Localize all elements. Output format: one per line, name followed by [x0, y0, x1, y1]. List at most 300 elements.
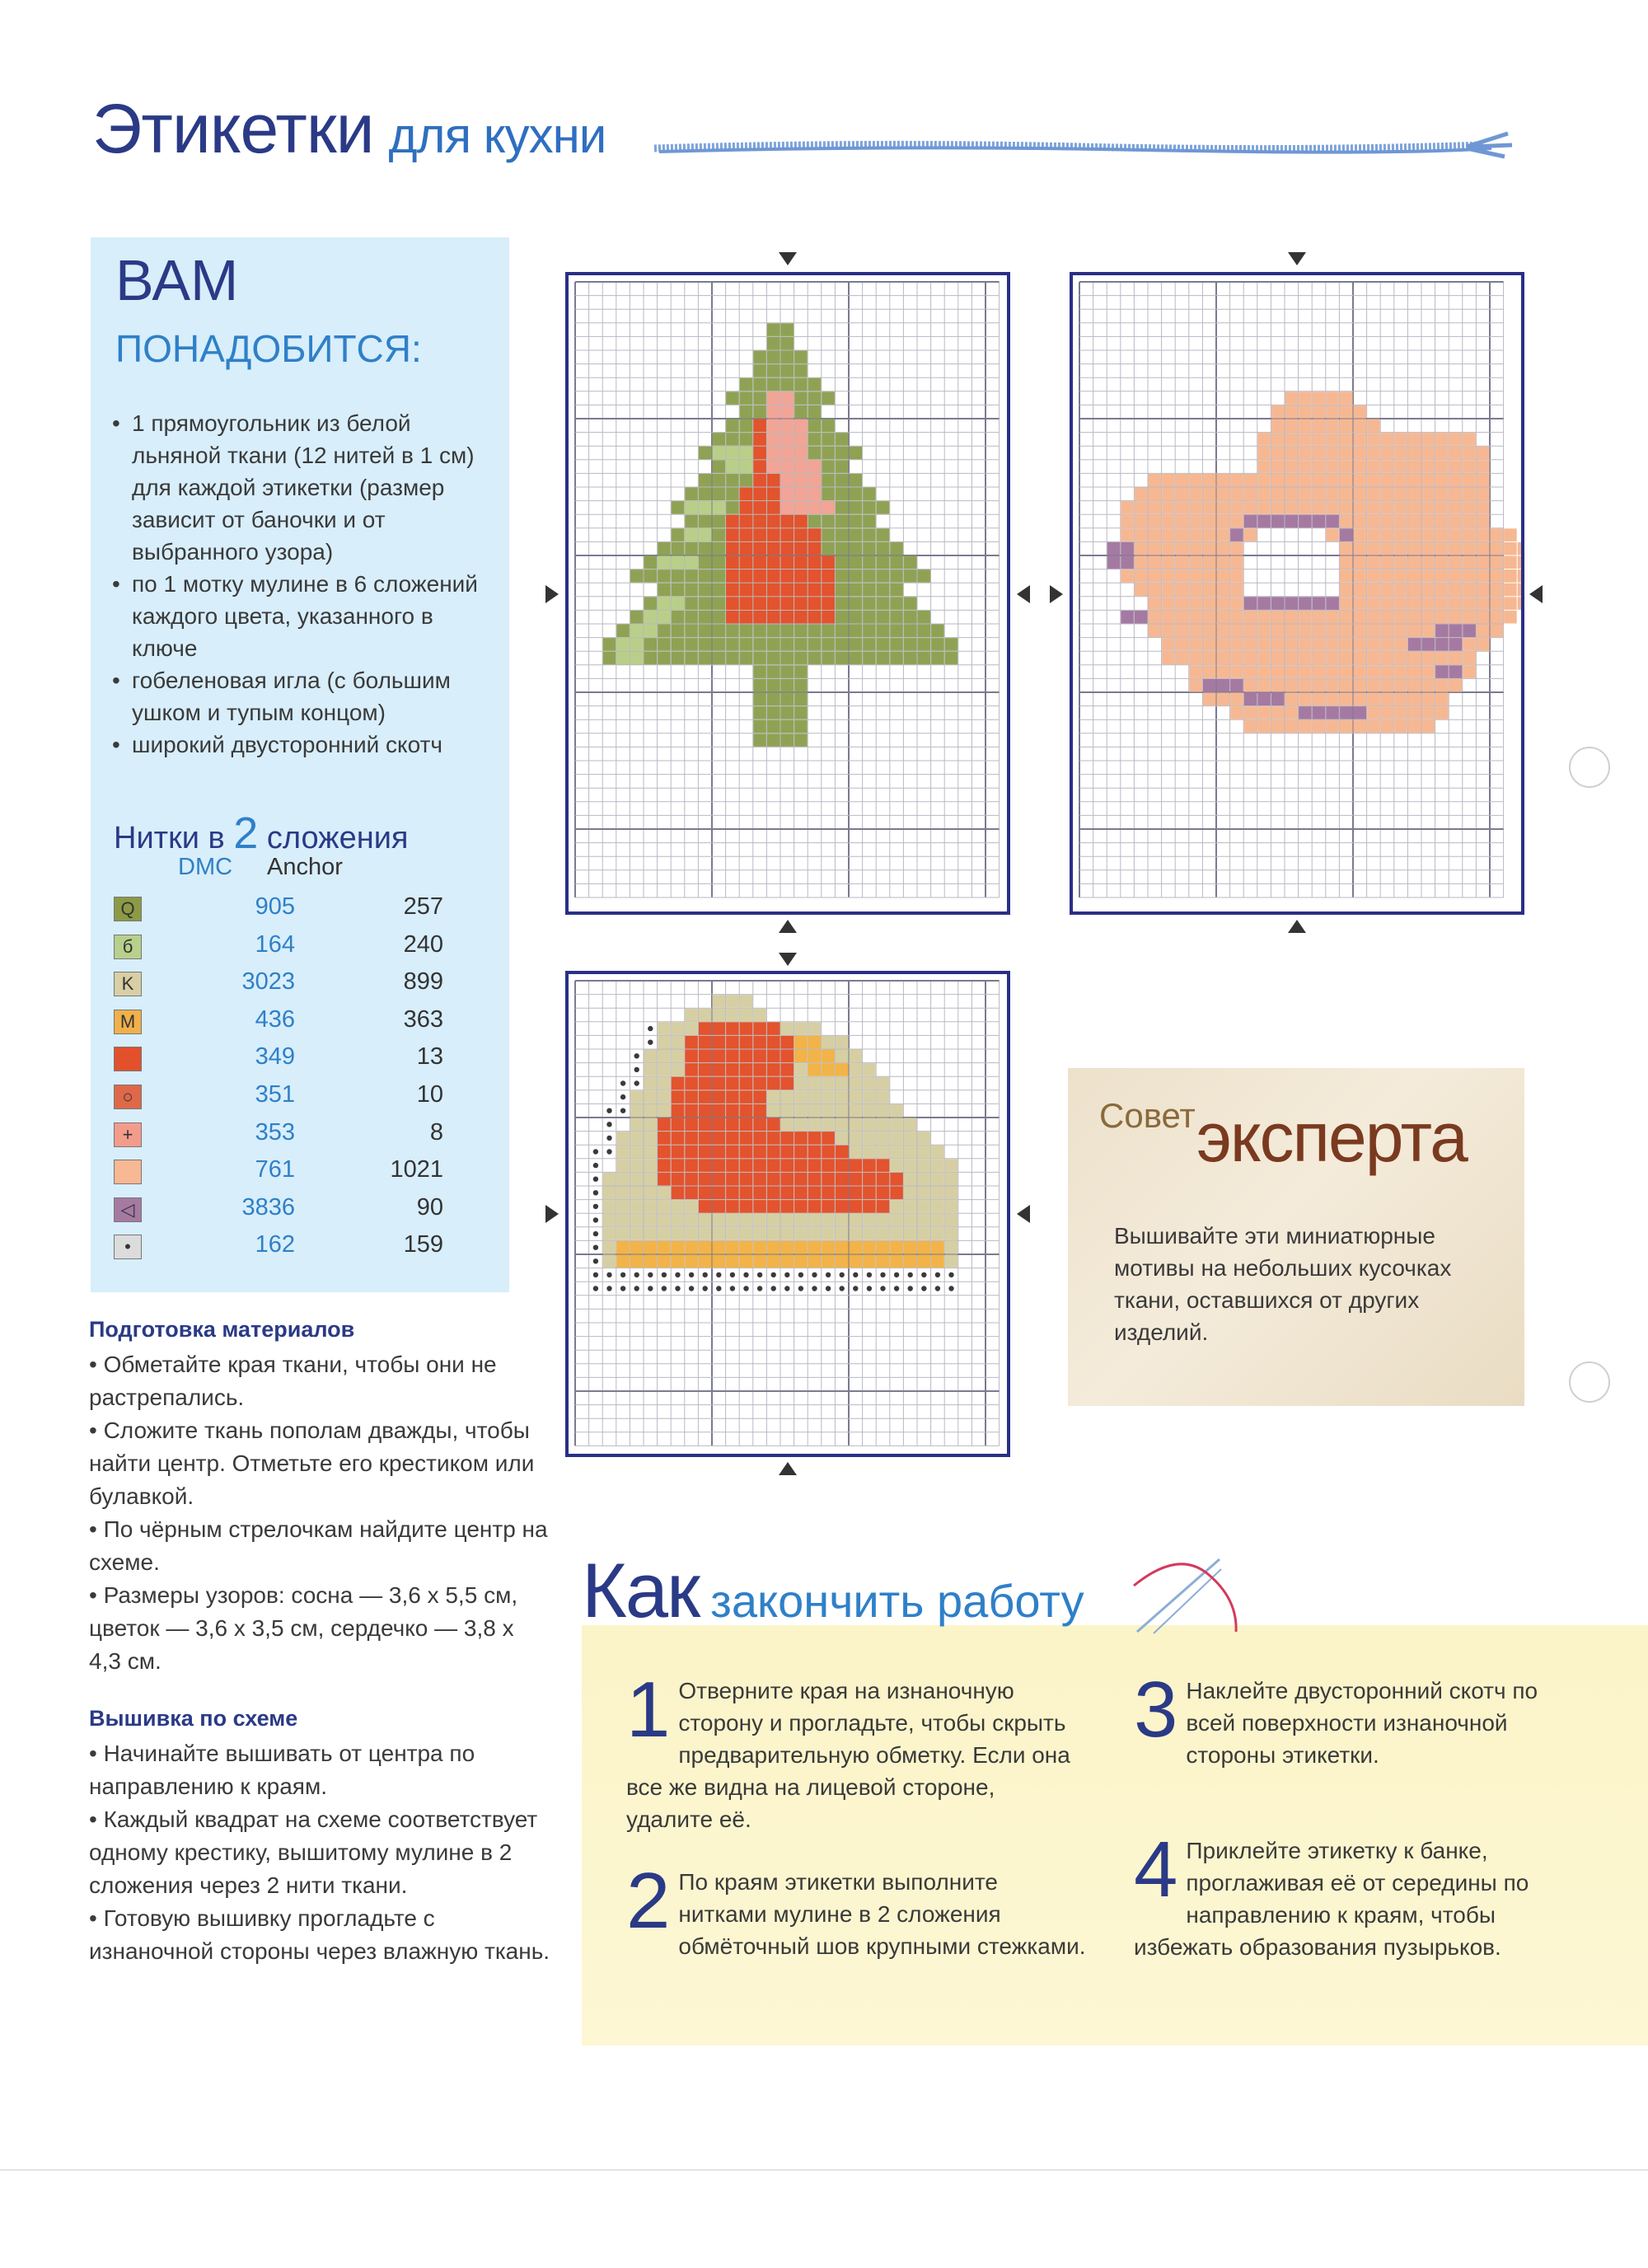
tree-stitch: [767, 652, 780, 665]
tree-stitch-light: [740, 447, 753, 460]
heart-stitch-tan: [644, 1132, 658, 1145]
flower-stitch-purple: [1340, 706, 1353, 719]
tree-stitch: [713, 556, 726, 569]
heart-stitch-tan: [863, 1146, 876, 1159]
heart-stitch-dot: [620, 1286, 625, 1291]
tree-stitch: [822, 474, 835, 487]
flower-stitch: [1121, 569, 1134, 583]
heart-stitch-tan: [658, 1022, 671, 1035]
flower-stitch: [1313, 679, 1326, 692]
tree-stitch: [658, 583, 671, 597]
tree-stitch-light: [672, 556, 685, 569]
heart-stitch-tan: [781, 1022, 794, 1035]
tree-stitch-pink: [781, 391, 794, 405]
heart-stitch-yellow: [877, 1255, 890, 1268]
flower-stitch: [1435, 706, 1449, 719]
heart-stitch-red: [713, 1200, 726, 1213]
tree-stitch-pink: [767, 391, 780, 405]
heart-stitch-yellow: [699, 1255, 712, 1268]
heart-stitch-tan: [699, 1227, 712, 1240]
tree-stitch: [822, 542, 835, 555]
tree-stitch: [877, 638, 890, 651]
flower-stitch: [1340, 391, 1353, 405]
heart-stitch-tan: [767, 1227, 780, 1240]
tree-stitch-light: [726, 460, 739, 473]
heart-stitch-tan: [877, 1227, 890, 1240]
heart-stitch-tan: [863, 1118, 876, 1132]
flower-stitch-purple: [1244, 515, 1257, 528]
key-row: [114, 1003, 443, 1041]
flower-stitch: [1176, 569, 1189, 583]
heart-stitch-dot: [662, 1272, 667, 1277]
heart-stitch-dot: [620, 1080, 625, 1085]
tree-stitch: [863, 597, 876, 610]
tree-stitch: [822, 515, 835, 528]
key-swatch: [114, 1235, 142, 1259]
key-symbol: M: [119, 1010, 136, 1032]
flower-stitch: [1189, 501, 1202, 514]
flower-stitch: [1435, 501, 1449, 514]
heart-stitch-red: [740, 1200, 753, 1213]
tree-stitch: [699, 625, 712, 638]
heart-stitch-red: [685, 1104, 698, 1118]
tree-stitch: [794, 378, 808, 391]
flower-stitch: [1463, 542, 1476, 555]
step-number: 4: [1134, 1825, 1178, 1914]
heart-stitch-yellow: [644, 1241, 658, 1254]
heart-stitch-tan: [603, 1187, 616, 1200]
flower-stitch: [1257, 679, 1271, 692]
flower-stitch: [1394, 652, 1407, 665]
materials-heading: ВАМ: [115, 248, 239, 312]
heart-stitch-tan: [836, 1118, 849, 1132]
heart-stitch-tan: [603, 1214, 616, 1227]
key-dmc-code: 351: [255, 1081, 295, 1108]
tree-stitch: [836, 597, 849, 610]
tree-stitch: [685, 515, 698, 528]
tree-stitch: [726, 391, 739, 405]
tree-stitch: [808, 638, 822, 651]
heart-stitch-tan: [863, 1090, 876, 1104]
center-arrow-icon: [1288, 252, 1306, 265]
flower-stitch: [1340, 488, 1353, 501]
finish-step: [626, 1857, 1088, 1962]
needle-thread-icon: [1129, 1553, 1244, 1643]
key-swatch: [114, 1085, 142, 1109]
tree-stitch: [753, 625, 766, 638]
tree-stitch-light: [685, 556, 698, 569]
heart-stitch-red: [740, 1036, 753, 1049]
heart-stitch-tan: [863, 1104, 876, 1118]
page-title-main: Этикетки: [92, 90, 374, 167]
tree-stitch-light: [630, 638, 644, 651]
heart-stitch-red: [713, 1077, 726, 1090]
tree-stitch-red: [822, 597, 835, 610]
flower-stitch: [1162, 638, 1175, 651]
heart-stitch-tan: [767, 1104, 780, 1118]
key-symbol: Q: [120, 898, 135, 919]
heart-stitch-tan: [808, 1077, 822, 1090]
flower-stitch: [1422, 488, 1435, 501]
heart-stitch-red: [740, 1159, 753, 1172]
tree-stitch: [658, 652, 671, 665]
flower-stitch: [1463, 501, 1476, 514]
flower-stitch-purple: [1326, 706, 1339, 719]
heart-stitch-tan: [781, 1214, 794, 1227]
flower-stitch: [1149, 597, 1162, 610]
flower-stitch: [1326, 611, 1339, 624]
tree-stitch: [630, 569, 644, 583]
tree-stitch-pink: [767, 447, 780, 460]
key-anchor-code: 8: [429, 1118, 443, 1146]
flower-stitch: [1149, 488, 1162, 501]
heart-stitch-red: [726, 1132, 739, 1145]
tree-stitch: [850, 611, 863, 624]
heart-stitch-tan: [918, 1159, 931, 1172]
tree-stitch: [822, 488, 835, 501]
flower-stitch: [1408, 597, 1421, 610]
tree-stitch: [794, 364, 808, 377]
flower-stitch: [1449, 488, 1463, 501]
tree-stitch-red: [753, 474, 766, 487]
heart-stitch-dot: [634, 1080, 639, 1085]
flower-stitch: [1203, 638, 1216, 651]
flower-stitch: [1367, 569, 1380, 583]
heart-stitch-dot: [771, 1272, 776, 1277]
flower-stitch: [1299, 433, 1312, 446]
flower-stitch: [1449, 583, 1463, 597]
flower-stitch-purple: [1435, 625, 1449, 638]
flower-stitch-purple: [1121, 542, 1134, 555]
flower-stitch: [1299, 405, 1312, 419]
heart-stitch-tan: [767, 1214, 780, 1227]
heart-stitch-red: [767, 1200, 780, 1213]
materials-item: • широкий двусторонний скотч: [112, 729, 499, 761]
flower-stitch: [1203, 556, 1216, 569]
flower-stitch: [1367, 447, 1380, 460]
flower-stitch: [1149, 542, 1162, 555]
flower-stitch: [1162, 528, 1175, 541]
flower-stitch: [1217, 542, 1230, 555]
tree-stitch-red: [767, 542, 780, 555]
flower-stitch: [1217, 611, 1230, 624]
heart-stitch-tan: [753, 1214, 766, 1227]
heart-stitch-tan: [740, 1009, 753, 1022]
heart-stitch-tan: [781, 1090, 794, 1104]
heart-stitch-red: [672, 1146, 685, 1159]
heart-pattern: [569, 974, 1007, 1454]
heart-stitch-tan: [726, 1009, 739, 1022]
heart-stitch-dot: [798, 1286, 803, 1291]
heart-stitch-dot: [826, 1272, 831, 1277]
key-dmc-code: 905: [255, 893, 295, 920]
heart-stitch-red: [713, 1146, 726, 1159]
flower-stitch: [1408, 528, 1421, 541]
tree-stitch-red: [794, 611, 808, 624]
flower-stitch: [1149, 474, 1162, 487]
heart-stitch-red: [767, 1022, 780, 1035]
tree-stitch: [699, 583, 712, 597]
prep-item: • Обметайте края ткани, чтобы они не растрепались.: [89, 1352, 497, 1410]
heart-stitch-red: [850, 1159, 863, 1172]
heart-stitch-tan: [822, 1077, 835, 1090]
flower-stitch: [1408, 515, 1421, 528]
tree-stitch-pink: [767, 419, 780, 433]
flower-stitch: [1271, 488, 1285, 501]
key-col-anchor: Anchor: [267, 854, 343, 880]
tree-stitch: [685, 569, 698, 583]
tree-stitch: [672, 625, 685, 638]
heart-stitch-tan: [904, 1227, 917, 1240]
heart-stitch-red: [753, 1104, 766, 1118]
tree-stitch: [753, 679, 766, 692]
tree-stitch: [904, 652, 917, 665]
flower-stitch: [1367, 625, 1380, 638]
heart-stitch-yellow: [672, 1241, 685, 1254]
flower-stitch: [1394, 611, 1407, 624]
tree-stitch: [890, 638, 903, 651]
heart-chart: [565, 971, 1010, 1457]
flower-stitch: [1121, 528, 1134, 541]
flower-stitch-purple: [1107, 542, 1121, 555]
flower-stitch: [1176, 528, 1189, 541]
tree-stitch-red: [740, 611, 753, 624]
finish-step: [1134, 1666, 1546, 1771]
flower-stitch: [1326, 720, 1339, 733]
flower-stitch: [1354, 515, 1367, 528]
tree-pattern: [569, 275, 1007, 911]
tree-stitch: [808, 378, 822, 391]
heart-stitch-tan: [616, 1214, 630, 1227]
flower-stitch: [1285, 460, 1299, 473]
flower-stitch: [1422, 720, 1435, 733]
tree-stitch: [726, 419, 739, 433]
tree-stitch-red: [781, 528, 794, 541]
heart-stitch-red: [767, 1063, 780, 1076]
heart-stitch-dot: [593, 1177, 598, 1182]
tree-stitch: [781, 638, 794, 651]
heart-stitch-red: [699, 1104, 712, 1118]
heart-stitch-dot: [689, 1272, 694, 1277]
tree-stitch: [794, 706, 808, 719]
tree-stitch-pink: [781, 433, 794, 446]
heart-stitch-tan: [931, 1159, 944, 1172]
heart-stitch-dot: [648, 1286, 653, 1291]
tree-stitch-red: [726, 583, 739, 597]
heart-stitch-tan: [850, 1214, 863, 1227]
tree-stitch: [836, 556, 849, 569]
flower-stitch: [1477, 501, 1490, 514]
step-text: Приклейте этикетку к банке, проглаживая её от середины по направлению к краям, чтобы избежать образования пузырьков.: [1134, 1838, 1529, 1960]
flower-stitch: [1189, 569, 1202, 583]
heart-stitch-tan: [836, 1036, 849, 1049]
heart-stitch-yellow: [726, 1241, 739, 1254]
flower-stitch: [1381, 433, 1394, 446]
heart-stitch-tan: [931, 1214, 944, 1227]
key-symbol: K: [121, 973, 134, 995]
center-arrow-icon: [1017, 1205, 1030, 1223]
heart-stitch-tan: [850, 1132, 863, 1145]
tree-stitch: [877, 597, 890, 610]
tree-stitch: [767, 733, 780, 747]
tree-stitch: [740, 638, 753, 651]
tree-stitch: [877, 556, 890, 569]
tree-stitch: [644, 569, 658, 583]
heart-stitch-yellow: [781, 1255, 794, 1268]
tree-stitch: [781, 364, 794, 377]
heart-stitch-dot: [867, 1272, 872, 1277]
flower-stitch: [1217, 528, 1230, 541]
heart-stitch-red: [685, 1132, 698, 1145]
tree-stitch: [753, 378, 766, 391]
flower-stitch: [1189, 556, 1202, 569]
tree-stitch: [822, 652, 835, 665]
tree-stitch: [836, 611, 849, 624]
flower-stitch: [1381, 447, 1394, 460]
flower-stitch-purple: [1271, 515, 1285, 528]
tree-stitch: [931, 652, 944, 665]
tree-stitch-red: [767, 528, 780, 541]
flower-stitch-purple: [1313, 706, 1326, 719]
tree-stitch: [781, 652, 794, 665]
heart-stitch-yellow: [794, 1036, 808, 1049]
flower-stitch: [1477, 488, 1490, 501]
flower-stitch-purple: [1257, 693, 1271, 706]
flower-stitch: [1491, 556, 1504, 569]
flower-stitch: [1285, 447, 1299, 460]
key-anchor-code: 13: [416, 1043, 443, 1071]
flower-stitch: [1422, 583, 1435, 597]
flower-stitch: [1313, 419, 1326, 433]
flower-stitch: [1518, 542, 1521, 555]
flower-stitch-purple: [1244, 693, 1257, 706]
tree-stitch: [808, 652, 822, 665]
threads-title: [114, 808, 409, 859]
heart-stitch-tan: [877, 1077, 890, 1090]
tree-stitch: [863, 625, 876, 638]
heart-stitch-red: [781, 1200, 794, 1213]
tree-stitch: [658, 569, 671, 583]
heart-stitch-dot: [593, 1217, 598, 1222]
flower-stitch: [1394, 447, 1407, 460]
flower-stitch: [1381, 720, 1394, 733]
flower-stitch: [1257, 652, 1271, 665]
tree-stitch-pink: [794, 447, 808, 460]
flower-stitch: [1477, 542, 1490, 555]
heart-stitch-red: [658, 1173, 671, 1186]
prep-title: Подготовка материалов: [89, 1317, 355, 1342]
flower-stitch: [1477, 556, 1490, 569]
tree-stitch-red: [767, 569, 780, 583]
flower-stitch: [1422, 611, 1435, 624]
flower-stitch: [1394, 625, 1407, 638]
key-dmc-code: 3836: [241, 1193, 295, 1221]
heart-stitch-red: [781, 1146, 794, 1159]
heart-stitch-red: [794, 1146, 808, 1159]
heart-stitch-tan: [794, 1214, 808, 1227]
heart-stitch-tan: [658, 1050, 671, 1063]
tree-stitch-red: [808, 583, 822, 597]
heart-stitch-yellow: [850, 1241, 863, 1254]
flower-stitch: [1271, 720, 1285, 733]
tree-stitch: [877, 583, 890, 597]
tree-stitch: [767, 679, 780, 692]
heart-stitch-tan: [904, 1159, 917, 1172]
heart-stitch-tan: [808, 1022, 822, 1035]
flower-stitch: [1408, 488, 1421, 501]
tree-stitch: [794, 391, 808, 405]
flower-stitch: [1230, 556, 1243, 569]
heart-stitch-tan: [808, 1104, 822, 1118]
tree-stitch: [781, 693, 794, 706]
flower-stitch: [1340, 569, 1353, 583]
flower-stitch: [1449, 652, 1463, 665]
flower-stitch: [1354, 405, 1367, 419]
tree-stitch-red: [740, 556, 753, 569]
flower-stitch: [1326, 460, 1339, 473]
tree-stitch-red: [740, 569, 753, 583]
heart-stitch-dot: [894, 1286, 899, 1291]
tree-stitch: [836, 460, 849, 473]
flower-stitch: [1285, 391, 1299, 405]
flower-stitch: [1381, 679, 1394, 692]
key-swatch: [114, 1047, 142, 1071]
flower-stitch: [1121, 515, 1134, 528]
tree-stitch: [794, 652, 808, 665]
heart-stitch-red: [753, 1050, 766, 1063]
flower-stitch: [1257, 706, 1271, 719]
heart-stitch-dot: [662, 1286, 667, 1291]
heart-stitch-red: [877, 1173, 890, 1186]
flower-stitch: [1422, 528, 1435, 541]
tree-stitch: [713, 515, 726, 528]
heart-stitch-yellow: [918, 1255, 931, 1268]
flower-stitch-purple: [1449, 638, 1463, 651]
heart-stitch-tan: [890, 1227, 903, 1240]
tree-stitch: [658, 625, 671, 638]
heart-stitch-tan: [672, 1214, 685, 1227]
heart-stitch-yellow: [644, 1255, 658, 1268]
flower-stitch: [1463, 611, 1476, 624]
heart-stitch-red: [685, 1063, 698, 1076]
heart-stitch-tan: [904, 1200, 917, 1213]
tree-stitch: [904, 625, 917, 638]
heart-stitch-dot: [894, 1272, 899, 1277]
flower-stitch: [1354, 447, 1367, 460]
tree-stitch: [794, 665, 808, 678]
heart-stitch-yellow: [726, 1255, 739, 1268]
flower-stitch: [1299, 693, 1312, 706]
flower-stitch: [1435, 652, 1449, 665]
heart-stitch-tan: [658, 1187, 671, 1200]
flower-stitch: [1340, 405, 1353, 419]
tree-stitch: [781, 679, 794, 692]
flower-stitch: [1299, 638, 1312, 651]
flower-stitch: [1326, 625, 1339, 638]
tree-stitch-red: [794, 597, 808, 610]
materials-subheading: ПОНАДОБИТСЯ:: [115, 327, 422, 370]
heart-stitch-tan: [616, 1173, 630, 1186]
flower-stitch-purple: [1230, 679, 1243, 692]
flower-stitch: [1340, 665, 1353, 678]
heart-stitch-tan: [836, 1090, 849, 1104]
flower-stitch: [1422, 515, 1435, 528]
flower-stitch-purple: [1435, 665, 1449, 678]
heart-stitch-yellow: [836, 1241, 849, 1254]
tree-stitch: [781, 378, 794, 391]
tree-stitch-red: [740, 583, 753, 597]
heart-stitch-tan: [630, 1173, 644, 1186]
